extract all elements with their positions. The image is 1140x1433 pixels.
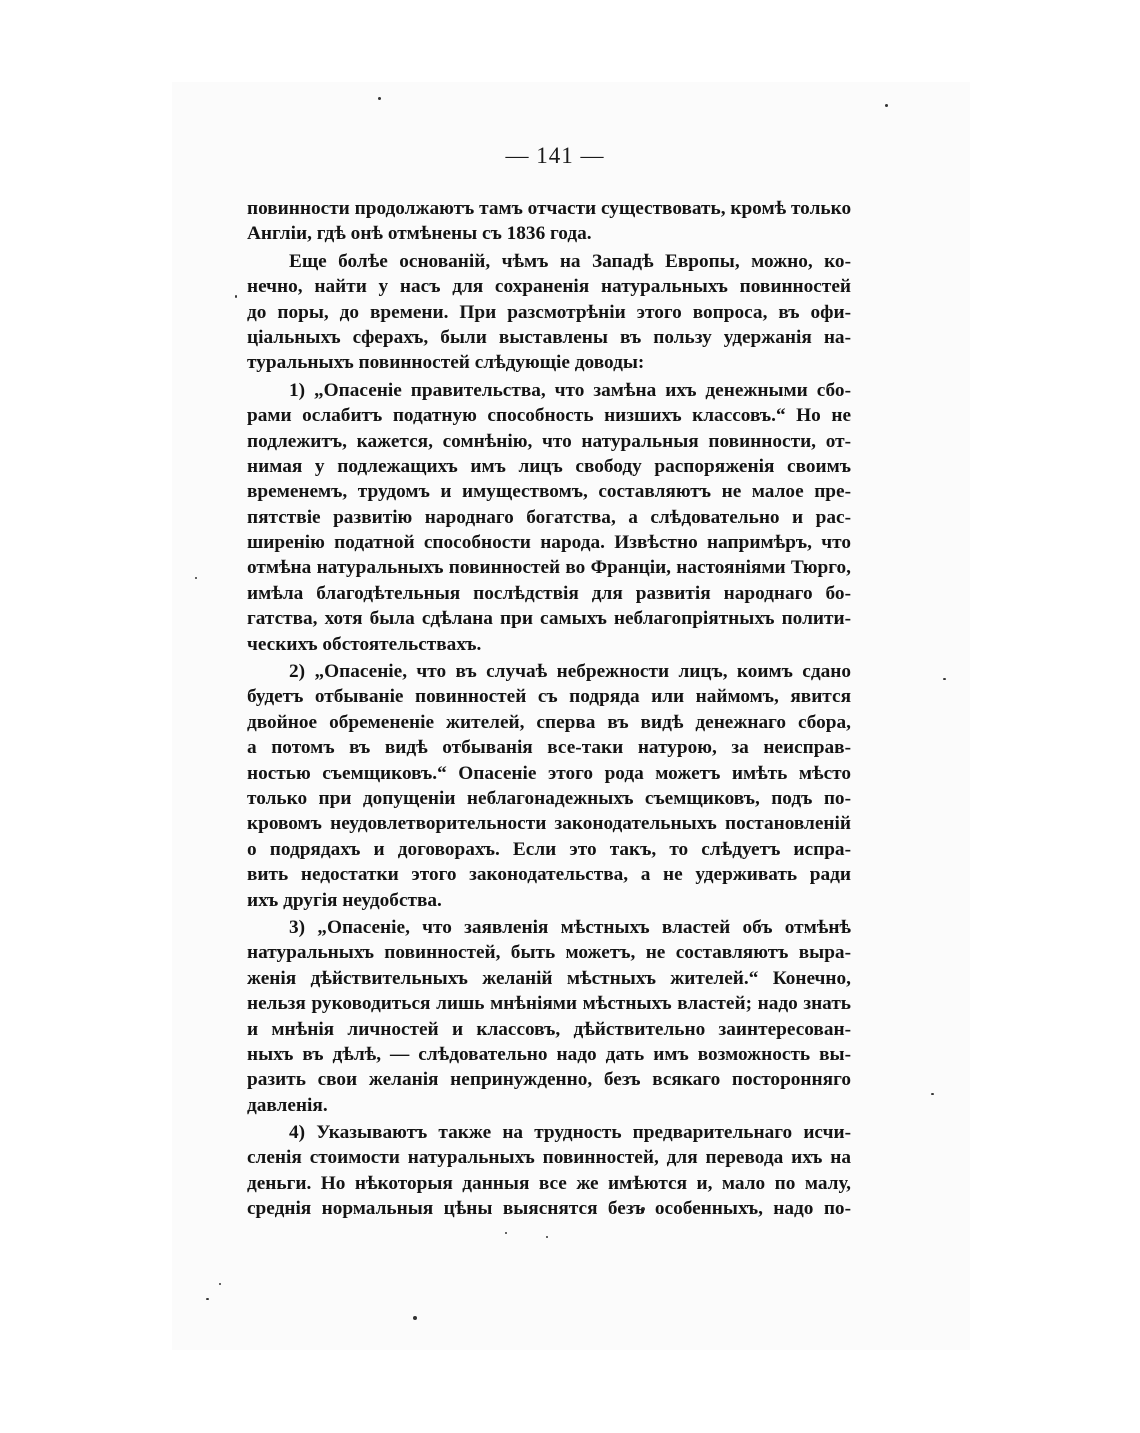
text-line: двойное обремененіе жителей, сперва въ видѣ денежнаго сбора, bbox=[247, 711, 851, 733]
text-line: нимая у подлежащихъ имъ лицъ свободу распоряженія своимъ bbox=[247, 455, 851, 477]
paragraph-2 bbox=[247, 249, 851, 376]
scan-speck bbox=[931, 1093, 934, 1095]
text-line: рами ослабитъ податную способность низшихъ классовъ.“ Но не bbox=[247, 405, 851, 427]
scan-speck bbox=[378, 97, 381, 100]
scan-speck bbox=[219, 1283, 221, 1285]
text-line: среднія нормальныя цѣны выяснятся безъ особенныхъ, надо по- bbox=[247, 1198, 851, 1220]
scan-speck bbox=[206, 1298, 209, 1300]
scan-speck bbox=[943, 678, 946, 680]
text-line: 4) Указываютъ также на трудность предварительнаго исчи- bbox=[289, 1122, 851, 1144]
text-line: Еще болѣе основаній, чѣмъ на Западѣ Европы, можно, ко- bbox=[289, 250, 851, 272]
text-line: женія дѣйствительныхъ желаній мѣстныхъ жителей.“ Конечно, bbox=[247, 967, 851, 989]
body-text bbox=[247, 196, 851, 1224]
text-line: гатства, хотя была сдѣлана при самыхъ неблагопріятныхъ полити- bbox=[247, 608, 851, 630]
text-line: нельзя руководиться лишь мнѣніями мѣстныхъ властей; надо знать bbox=[247, 993, 851, 1015]
text-line: будетъ отбываніе повинностей съ подряда или наймомъ, явится bbox=[247, 686, 851, 708]
text-line: деньги. Но нѣкоторыя данныя все же имѣются и, мало по малу, bbox=[247, 1172, 851, 1194]
text-line: вить недостатки этого законодательства, а не удерживать ради bbox=[247, 864, 851, 886]
text-line: ческихъ обстоятельствахъ. bbox=[247, 633, 482, 655]
scan-speck bbox=[885, 104, 888, 107]
text-line: нечно, найти у насъ для сохраненія натуральныхъ повинностей bbox=[247, 276, 851, 298]
text-line: временемъ, трудомъ и имуществомъ, составляютъ не малое пре- bbox=[247, 481, 851, 503]
page-number: — 141 — bbox=[505, 143, 605, 168]
text-line: отмѣна натуральныхъ повинностей во Франціи, настояніями Тюрго, bbox=[247, 557, 851, 579]
text-line: до поры, до времени. При разсмотрѣніи этого вопроса, въ офи- bbox=[247, 301, 851, 323]
scan-speck bbox=[195, 577, 197, 579]
text-line: разить свои желанія непринужденно, безъ всякаго посторонняго bbox=[247, 1069, 851, 1091]
paragraph-1 bbox=[247, 196, 851, 247]
text-line: туральныхъ повинностей слѣдующіе доводы: bbox=[247, 352, 645, 374]
text-line: давленія. bbox=[247, 1094, 328, 1116]
text-line: 1) „Опасеніе правительства, что замѣна ихъ денежными сбо- bbox=[289, 379, 851, 401]
text-line: ширенію податной способности народа. Извѣстно напримѣръ, что bbox=[247, 532, 851, 554]
text-line: кровомъ неудовлетворительности законодательныхъ постановленій bbox=[247, 813, 851, 835]
text-line: о подрядахъ и договорахъ. Если это такъ, то слѣдуетъ испра- bbox=[247, 838, 851, 860]
text-line: имѣла благодѣтельныя послѣдствія для развитія народнаго бо- bbox=[247, 582, 851, 604]
scan-speck bbox=[413, 1316, 417, 1320]
scan-speck bbox=[546, 1236, 548, 1238]
text-line: ныхъ въ дѣлѣ, — слѣдовательно надо дать имъ возможность вы- bbox=[247, 1043, 851, 1065]
text-line: пятствіе развитію народнаго богатства, а слѣдовательно и рас- bbox=[247, 506, 851, 528]
text-line: подлежитъ, кажется, сомнѣнію, что натуральныя повинности, от- bbox=[247, 430, 851, 452]
scan-speck bbox=[235, 295, 237, 298]
paragraph-4 bbox=[247, 659, 851, 913]
text-line: а потомъ въ видѣ отбыванія все-таки натурою, за неисправ- bbox=[247, 737, 851, 759]
text-line: только при допущеніи неблагонадежныхъ съемщиковъ, подъ по- bbox=[247, 787, 851, 809]
text-line: ціальныхъ сферахъ, были выставлены въ пользу удержанія на- bbox=[247, 326, 851, 348]
paragraph-5 bbox=[247, 915, 851, 1118]
paragraph-3 bbox=[247, 378, 851, 657]
text-line: ностью съемщиковъ.“ Опасеніе этого рода можетъ имѣть мѣсто bbox=[247, 762, 851, 784]
scan-speck bbox=[505, 1232, 507, 1234]
paragraph-6 bbox=[247, 1120, 851, 1222]
text-line: Англіи, гдѣ онѣ отмѣнены съ 1836 года. bbox=[247, 223, 592, 245]
text-line: 2) „Опасеніе, что въ случаѣ небрежности лицъ, коимъ сдано bbox=[289, 661, 851, 683]
text-line: 3) „Опасеніе, что заявленія мѣстныхъ властей объ отмѣнѣ bbox=[289, 916, 851, 938]
text-line: натуральныхъ повинностей, быть можетъ, не составляютъ выра- bbox=[247, 942, 851, 964]
text-line: ихъ другія неудобства. bbox=[247, 889, 442, 911]
text-line: повинности продолжаютъ тамъ отчасти существовать, кромѣ только bbox=[247, 198, 851, 219]
text-line: сленія стоимости натуральныхъ повинностей, для перевода ихъ на bbox=[247, 1147, 851, 1169]
text-line: и мнѣнія личностей и классовъ, дѣйствительно заинтересован- bbox=[247, 1018, 851, 1040]
